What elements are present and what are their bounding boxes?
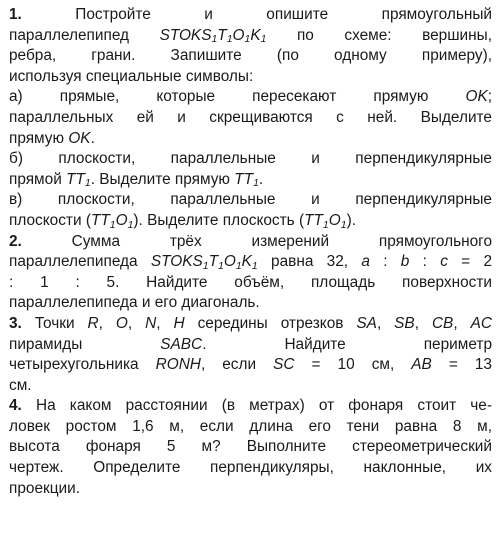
task-line: параллелепипед $STOKS_1T_1O_1K_1$ по схеме: вершины, <box>9 26 492 46</box>
task-line: : 1 : 5. Найдите объём, площадь поверхности <box>9 273 492 291</box>
task-line: см. <box>9 376 32 394</box>
task-line: ребра, грани. Запишите (по одному примеру), <box>9 47 492 65</box>
task-line: четырехугольника RONH, если SC = 10 см, AB = 13 <box>9 356 492 374</box>
task-line: пирамиды SABC. Найдите периметр <box>9 335 493 353</box>
task-line: используя специальные символы: <box>9 67 254 85</box>
task-line: ловек ростом 1,6 м, если длина его тени равна 8 м, <box>9 417 492 435</box>
task-number: 1. <box>9 6 22 23</box>
task-line: а) прямые, которые пересекают прямую OK; <box>9 88 492 106</box>
task-text: Постройте и опишите прямоугольный <box>75 6 492 23</box>
task-1 <box>9 5 492 232</box>
task-line: плоскости $(TT_1O_1)$. Выделите плоскость $(TT_1O_1)$. <box>9 211 356 231</box>
task-line <box>9 232 492 253</box>
task-2 <box>9 232 492 314</box>
task-line <box>9 396 492 417</box>
task-4 <box>9 396 492 499</box>
task-text: Точки R, O, N, H середины отрезков SA, SB, CB, AC <box>34 314 492 332</box>
task-line: чертеж. Определите перпендикуляры, наклонные, их <box>9 459 492 477</box>
task-3 <box>9 314 492 396</box>
task-line: высота фонаря 5 м? Выполните стереометрический <box>9 438 492 456</box>
task-line <box>9 5 492 26</box>
task-number: 2. <box>9 232 22 250</box>
task-line <box>9 314 492 335</box>
task-text: Сумма трёх измерений прямоугольного <box>71 232 493 250</box>
task-line: параллельных ей и скрещиваются с ней. Выделите <box>9 108 492 126</box>
task-number: 4. <box>9 397 22 415</box>
task-line: параллелепипеда $STOKS_1T_1O_1K_1$ равна 32, a : b : c = 2 <box>9 253 493 272</box>
task-line: параллелепипеда и его диагональ. <box>9 294 260 312</box>
task-line: в) плоскости, параллельные и перпендикулярные <box>9 191 492 209</box>
task-line: б) плоскости, параллельные и перпендикулярные <box>9 150 492 168</box>
task-line: проекции. <box>9 479 81 497</box>
task-line: прямой $TT_1$. Выделите прямую $TT_1$. <box>9 170 264 190</box>
task-line: прямую OK. <box>9 129 95 147</box>
task-number: 3. <box>9 314 22 332</box>
task-text: На каком расстоянии (в метрах) от фонаря стоит че- <box>35 397 492 415</box>
